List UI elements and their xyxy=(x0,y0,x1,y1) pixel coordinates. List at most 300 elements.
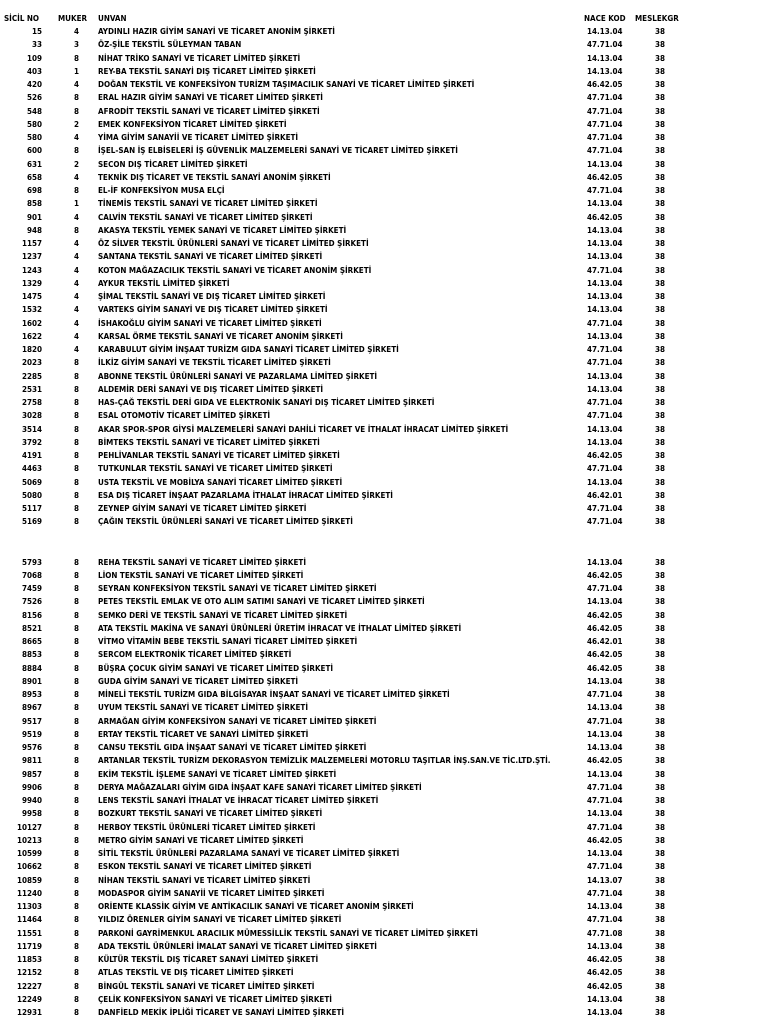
cell-unvan[interactable]: EKİM TEKSTİL İŞLEME SANAYİ VE TİCARET LİMİTED ŞİRKETİ xyxy=(98,769,337,779)
cell-nace-kod[interactable]: 46.42.05 xyxy=(587,955,623,964)
cell-muker[interactable]: 8 xyxy=(73,225,79,235)
cell-unvan[interactable]: VİTMO VİTAMİN BEBE TEKSTİL SANAYİ TİCARET LİMİTED ŞİRKETİ xyxy=(98,637,358,646)
cell-nace-kod[interactable]: 46.42.05 xyxy=(587,981,623,991)
table-row[interactable] xyxy=(0,715,768,728)
cell-nace-kod[interactable]: 14.13.04 xyxy=(587,703,623,713)
cell-nace-kod[interactable]: 46.42.05 xyxy=(587,756,623,766)
cell-meslekgr[interactable]: 38 xyxy=(654,557,665,567)
cell-meslekgr[interactable]: 38 xyxy=(654,305,665,315)
cell-meslekgr[interactable]: 38 xyxy=(654,27,665,36)
table-row[interactable] xyxy=(0,449,768,462)
table-row[interactable] xyxy=(0,821,768,834)
cell-meslekgr[interactable]: 38 xyxy=(654,981,665,991)
cell-muker[interactable]: 8 xyxy=(73,729,79,739)
cell-meslekgr[interactable]: 38 xyxy=(654,849,665,858)
cell-sicil-no[interactable]: 11719 xyxy=(16,941,42,951)
cell-sicil-no[interactable]: 1243 xyxy=(21,265,42,275)
cell-muker[interactable]: 8 xyxy=(73,743,79,752)
cell-unvan[interactable]: DERYA MAĞAZALARI GİYİM GIDA İNŞAAT KAFE SANAYİ TİCARET LİMİTED ŞİRKETİ xyxy=(98,782,422,792)
cell-muker[interactable]: 4 xyxy=(73,80,79,89)
cell-meslekgr[interactable]: 38 xyxy=(654,796,665,805)
cell-nace-kod[interactable]: 14.13.04 xyxy=(587,743,623,752)
cell-unvan[interactable]: AFRODİT TEKSTİL SANAYİ VE TİCARET LİMİTED ŞİRKETİ xyxy=(98,106,320,116)
cell-nace-kod[interactable]: 14.13.04 xyxy=(587,769,623,779)
cell-unvan[interactable]: VARTEKS GİYİM SANAYİ VE DIŞ TİCARET LİMİTED ŞİRKETİ xyxy=(98,305,328,315)
cell-sicil-no[interactable]: 1532 xyxy=(21,305,42,315)
cell-muker[interactable]: 8 xyxy=(73,464,79,474)
cell-sicil-no[interactable]: 9857 xyxy=(21,769,42,779)
cell-meslekgr[interactable]: 38 xyxy=(654,199,665,209)
cell-meslekgr[interactable]: 38 xyxy=(654,464,665,474)
table-row[interactable] xyxy=(0,356,768,369)
cell-nace-kod[interactable]: 14.13.04 xyxy=(587,199,623,209)
cell-sicil-no[interactable]: 1820 xyxy=(21,345,42,354)
cell-sicil-no[interactable]: 11303 xyxy=(16,902,42,911)
cell-nace-kod[interactable]: 14.13.04 xyxy=(587,27,623,36)
table-row[interactable] xyxy=(0,887,768,900)
cell-meslekgr[interactable]: 38 xyxy=(654,212,665,222)
table-row[interactable] xyxy=(0,489,768,502)
cell-unvan[interactable]: UYUM TEKSTİL SANAYİ VE TİCARET LİMİTED ŞİRKETİ xyxy=(98,703,309,713)
cell-sicil-no[interactable]: 698 xyxy=(26,186,42,195)
cell-nace-kod[interactable]: 14.13.04 xyxy=(587,384,623,394)
table-row[interactable] xyxy=(0,224,768,237)
cell-nace-kod[interactable]: 47.71.04 xyxy=(587,690,623,699)
cell-nace-kod[interactable]: 47.71.04 xyxy=(587,106,623,116)
cell-meslekgr[interactable]: 38 xyxy=(654,265,665,275)
cell-sicil-no[interactable]: 5117 xyxy=(21,504,42,513)
cell-meslekgr[interactable]: 38 xyxy=(654,623,665,633)
table-row[interactable] xyxy=(0,250,768,263)
table-row[interactable] xyxy=(0,688,768,701)
table-row[interactable] xyxy=(0,502,768,515)
cell-muker[interactable]: 4 xyxy=(73,345,79,354)
table-row[interactable] xyxy=(0,794,768,807)
cell-muker[interactable]: 8 xyxy=(73,570,79,580)
table-row[interactable] xyxy=(0,131,768,144)
cell-unvan[interactable]: BOZKURT TEKSTİL SANAYİ VE TİCARET LİMİTED ŞİRKETİ xyxy=(98,809,323,819)
cell-meslekgr[interactable]: 38 xyxy=(654,584,665,593)
table-row[interactable] xyxy=(0,675,768,688)
cell-unvan[interactable]: MODASPOR GİYİM SANAYİİ VE TİCARET LİMİTED ŞİRKETİ xyxy=(98,888,325,898)
cell-nace-kod[interactable]: 46.42.05 xyxy=(587,451,623,460)
cell-meslekgr[interactable]: 38 xyxy=(654,398,665,407)
table-row[interactable] xyxy=(0,78,768,91)
cell-unvan[interactable]: SERCOM ELEKTRONİK TİCARET LİMİTED ŞİRKETİ xyxy=(98,650,292,660)
cell-unvan[interactable]: ERTAY TEKSTİL TİCARET VE SANAYİ LİMİTED ŞİRKETİ xyxy=(98,729,309,739)
cell-muker[interactable]: 8 xyxy=(73,849,79,858)
cell-meslekgr[interactable]: 38 xyxy=(654,66,665,76)
cell-nace-kod[interactable]: 14.13.04 xyxy=(587,239,623,248)
cell-sicil-no[interactable]: 8901 xyxy=(21,676,42,686)
cell-muker[interactable]: 8 xyxy=(73,106,79,116)
cell-meslekgr[interactable]: 38 xyxy=(654,875,665,885)
cell-nace-kod[interactable]: 46.42.01 xyxy=(587,637,623,646)
cell-nace-kod[interactable]: 47.71.04 xyxy=(587,888,623,898)
cell-nace-kod[interactable]: 14.13.04 xyxy=(587,994,623,1004)
cell-muker[interactable]: 4 xyxy=(73,331,79,341)
table-row[interactable] xyxy=(0,874,768,887)
cell-nace-kod[interactable]: 14.13.04 xyxy=(587,902,623,911)
table-row[interactable] xyxy=(0,436,768,449)
cell-sicil-no[interactable]: 5069 xyxy=(21,477,42,487)
cell-nace-kod[interactable]: 47.71.04 xyxy=(587,716,623,726)
cell-muker[interactable]: 8 xyxy=(73,968,79,978)
cell-unvan[interactable]: ERAL HAZIR GİYİM SANAYİ VE TİCARET LİMİTED ŞİRKETİ xyxy=(98,93,323,103)
cell-muker[interactable]: 8 xyxy=(73,146,79,156)
cell-nace-kod[interactable]: 47.71.04 xyxy=(587,782,623,792)
cell-meslekgr[interactable]: 38 xyxy=(654,80,665,89)
cell-meslekgr[interactable]: 38 xyxy=(654,769,665,779)
cell-unvan[interactable]: TİNEMİS TEKSTİL SANAYİ VE TİCARET LİMİTED ŞİRKETİ xyxy=(98,199,318,209)
table-row[interactable] xyxy=(0,383,768,396)
cell-nace-kod[interactable]: 47.71.04 xyxy=(587,345,623,354)
cell-muker[interactable]: 4 xyxy=(73,212,79,222)
cell-muker[interactable]: 8 xyxy=(73,358,79,368)
table-row[interactable] xyxy=(0,980,768,993)
cell-sicil-no[interactable]: 15 xyxy=(31,27,42,36)
cell-unvan[interactable]: DANFİELD MEKİK İPLİĞİ TİCARET VE SANAYİ LİMİTED ŞİRKETİ xyxy=(98,1008,345,1017)
cell-muker[interactable]: 8 xyxy=(73,584,79,593)
cell-unvan[interactable]: ÖZ SİLVER TEKSTİL ÜRÜNLERİ SANAYİ VE TİCARET LİMİTED ŞİRKETİ xyxy=(98,239,369,248)
cell-nace-kod[interactable]: 14.13.04 xyxy=(587,676,623,686)
cell-sicil-no[interactable]: 580 xyxy=(26,119,42,129)
cell-sicil-no[interactable]: 7459 xyxy=(21,584,42,593)
cell-sicil-no[interactable]: 5793 xyxy=(21,557,42,567)
cell-sicil-no[interactable]: 548 xyxy=(26,106,42,116)
cell-sicil-no[interactable]: 8853 xyxy=(21,650,42,660)
cell-sicil-no[interactable]: 901 xyxy=(26,212,42,222)
cell-sicil-no[interactable]: 33 xyxy=(31,40,42,50)
cell-muker[interactable]: 8 xyxy=(73,424,79,434)
table-row[interactable] xyxy=(0,396,768,409)
cell-nace-kod[interactable]: 14.13.04 xyxy=(587,305,623,315)
cell-nace-kod[interactable]: 14.13.04 xyxy=(587,729,623,739)
cell-unvan[interactable]: AKAR SPOR-SPOR GİYSİ MALZEMELERİ SANAYİ DAHİLİ TİCARET VE İTHALAT İHRACAT LİMİTED ŞİRKETİ xyxy=(98,424,509,434)
header-meslekgr[interactable]: MESLEKGR xyxy=(635,14,679,23)
cell-muker[interactable]: 8 xyxy=(73,796,79,805)
cell-sicil-no[interactable]: 9811 xyxy=(21,756,42,766)
cell-meslekgr[interactable]: 38 xyxy=(654,252,665,262)
cell-nace-kod[interactable]: 47.71.08 xyxy=(587,928,623,938)
cell-sicil-no[interactable]: 2023 xyxy=(21,358,42,368)
cell-meslekgr[interactable]: 38 xyxy=(654,451,665,460)
cell-sicil-no[interactable]: 2531 xyxy=(21,384,42,394)
cell-meslekgr[interactable]: 38 xyxy=(654,106,665,116)
cell-meslekgr[interactable]: 38 xyxy=(654,756,665,766)
cell-unvan[interactable]: ATA TEKSTİL MAKİNA VE SANAYİ ÜRÜNLERİ ÜRETİM İHRACAT VE İTHALAT LİMİTED ŞİRKETİ xyxy=(98,623,462,633)
cell-meslekgr[interactable]: 38 xyxy=(654,53,665,63)
table-row[interactable] xyxy=(0,635,768,648)
cell-sicil-no[interactable]: 7526 xyxy=(21,597,42,607)
cell-nace-kod[interactable]: 46.42.05 xyxy=(587,570,623,580)
cell-muker[interactable]: 8 xyxy=(73,981,79,991)
cell-sicil-no[interactable]: 10213 xyxy=(16,835,42,845)
cell-sicil-no[interactable]: 858 xyxy=(26,199,42,209)
cell-unvan[interactable]: TEKNİK DIŞ TİCARET VE TEKSTİL SANAYİ ANONİM ŞİRKETİ xyxy=(98,172,331,182)
cell-muker[interactable]: 4 xyxy=(73,172,79,182)
table-row[interactable] xyxy=(0,728,768,741)
cell-meslekgr[interactable]: 38 xyxy=(654,597,665,607)
cell-sicil-no[interactable]: 600 xyxy=(26,146,42,156)
cell-sicil-no[interactable]: 10859 xyxy=(16,875,42,885)
cell-muker[interactable]: 8 xyxy=(73,384,79,394)
cell-nace-kod[interactable]: 14.13.04 xyxy=(587,437,623,447)
cell-muker[interactable]: 8 xyxy=(73,955,79,964)
cell-muker[interactable]: 8 xyxy=(73,53,79,63)
cell-unvan[interactable]: AKASYA TEKSTİL YEMEK SANAYİ VE TİCARET LİMİTED ŞİRKETİ xyxy=(98,225,347,235)
cell-unvan[interactable]: KARSAL ÖRME TEKSTİL SANAYİ VE TİCARET ANONİM ŞİRKETİ xyxy=(98,331,343,341)
cell-sicil-no[interactable]: 3792 xyxy=(21,437,42,447)
cell-muker[interactable]: 3 xyxy=(73,40,79,50)
cell-unvan[interactable]: PETES TEKSTİL EMLAK VE OTO ALIM SATIMI SANAYİ VE TİCARET LİMİTED ŞİRKETİ xyxy=(98,597,425,607)
cell-meslekgr[interactable]: 38 xyxy=(654,703,665,713)
table-row[interactable] xyxy=(0,476,768,489)
cell-muker[interactable]: 8 xyxy=(73,623,79,633)
table-row[interactable] xyxy=(0,91,768,104)
cell-sicil-no[interactable]: 11464 xyxy=(16,915,42,925)
cell-muker[interactable]: 8 xyxy=(73,398,79,407)
cell-unvan[interactable]: İLKİZ GİYİM SANAYİ VE TEKSTİL TİCARET LİMİTED ŞİRKETİ xyxy=(98,358,331,368)
cell-meslekgr[interactable]: 38 xyxy=(654,902,665,911)
cell-meslekgr[interactable]: 38 xyxy=(654,490,665,500)
cell-muker[interactable]: 8 xyxy=(73,676,79,686)
cell-sicil-no[interactable]: 1602 xyxy=(21,318,42,328)
cell-unvan[interactable]: NİHAT TRİKO SANAYİ VE TİCARET LİMİTED ŞİRKETİ xyxy=(98,53,301,63)
table-row[interactable] xyxy=(0,622,768,635)
cell-meslekgr[interactable]: 38 xyxy=(654,637,665,646)
cell-unvan[interactable]: SANTANA TEKSTİL SANAYİ VE TİCARET LİMİTED ŞİRKETİ xyxy=(98,252,323,262)
cell-meslekgr[interactable]: 38 xyxy=(654,743,665,752)
cell-meslekgr[interactable]: 38 xyxy=(654,663,665,673)
cell-nace-kod[interactable]: 47.71.04 xyxy=(587,796,623,805)
cell-meslekgr[interactable]: 38 xyxy=(654,93,665,103)
table-row[interactable] xyxy=(0,940,768,953)
cell-meslekgr[interactable]: 38 xyxy=(654,424,665,434)
cell-nace-kod[interactable]: 46.42.05 xyxy=(587,172,623,182)
table-row[interactable] xyxy=(0,158,768,171)
cell-nace-kod[interactable]: 47.71.04 xyxy=(587,398,623,407)
cell-sicil-no[interactable]: 12227 xyxy=(16,981,42,991)
cell-nace-kod[interactable]: 47.71.04 xyxy=(587,464,623,474)
cell-nace-kod[interactable]: 46.42.05 xyxy=(587,80,623,89)
cell-muker[interactable]: 8 xyxy=(73,888,79,898)
cell-meslekgr[interactable]: 38 xyxy=(654,437,665,447)
cell-meslekgr[interactable]: 38 xyxy=(654,278,665,288)
cell-meslekgr[interactable]: 38 xyxy=(654,40,665,50)
cell-sicil-no[interactable]: 631 xyxy=(26,159,42,169)
cell-muker[interactable]: 4 xyxy=(73,265,79,275)
cell-sicil-no[interactable]: 8884 xyxy=(21,663,42,673)
table-row[interactable] xyxy=(0,184,768,197)
cell-sicil-no[interactable]: 12249 xyxy=(16,994,42,1004)
cell-sicil-no[interactable]: 8665 xyxy=(21,637,42,646)
cell-meslekgr[interactable]: 38 xyxy=(654,690,665,699)
cell-nace-kod[interactable]: 14.13.04 xyxy=(587,809,623,819)
cell-nace-kod[interactable]: 14.13.04 xyxy=(587,292,623,301)
cell-sicil-no[interactable]: 9519 xyxy=(21,729,42,739)
cell-nace-kod[interactable]: 46.42.05 xyxy=(587,212,623,222)
table-row[interactable] xyxy=(0,953,768,966)
cell-sicil-no[interactable]: 420 xyxy=(26,80,42,89)
cell-meslekgr[interactable]: 38 xyxy=(654,955,665,964)
cell-nace-kod[interactable]: 46.42.01 xyxy=(587,490,623,500)
cell-unvan[interactable]: ARTANLAR TEKSTİL TURİZM DEKORASYON TEMİZLİK MALZEMELERİ MOTORLU TAŞITLAR İNŞ.SAN.VE TİC.LTD.ŞTİ. xyxy=(98,756,551,766)
header-sicil-no[interactable]: SİCİL NO xyxy=(4,14,40,23)
cell-muker[interactable]: 8 xyxy=(73,756,79,766)
cell-unvan[interactable]: ÖZ-ŞİLE TEKSTİL SÜLEYMAN TABAN xyxy=(98,40,242,50)
cell-muker[interactable]: 1 xyxy=(73,66,79,76)
cell-unvan[interactable]: REHA TEKSTİL SANAYİ VE TİCARET LİMİTED ŞİRKETİ xyxy=(98,557,306,567)
cell-muker[interactable]: 1 xyxy=(73,199,79,209)
cell-unvan[interactable]: HERBOY TEKSTİL ÜRÜNLERİ TİCARET LİMİTED ŞİRKETİ xyxy=(98,822,316,832)
cell-sicil-no[interactable]: 580 xyxy=(26,133,42,142)
cell-nace-kod[interactable]: 14.13.04 xyxy=(587,225,623,235)
cell-unvan[interactable]: EL-İF KONFEKSİYON MUSA ELÇİ xyxy=(98,186,225,195)
cell-sicil-no[interactable]: 9958 xyxy=(21,809,42,819)
cell-muker[interactable]: 8 xyxy=(73,703,79,713)
cell-nace-kod[interactable]: 46.42.05 xyxy=(587,623,623,633)
cell-muker[interactable]: 8 xyxy=(73,637,79,646)
cell-sicil-no[interactable]: 10599 xyxy=(16,849,42,858)
cell-unvan[interactable]: İŞEL-SAN İŞ ELBİSELERİ İŞ GÜVENLİK MALZEMELERİ SANAYİ VE TİCARET LİMİTED ŞİRKETİ xyxy=(98,146,458,156)
table-row[interactable] xyxy=(0,423,768,436)
cell-unvan[interactable]: REY-BA TEKSTİL SANAYİ DIŞ TİCARET LİMİTED ŞİRKETİ xyxy=(98,66,316,76)
cell-nace-kod[interactable]: 14.13.04 xyxy=(587,941,623,951)
cell-nace-kod[interactable]: 14.13.07 xyxy=(587,875,623,885)
cell-meslekgr[interactable]: 38 xyxy=(654,504,665,513)
cell-sicil-no[interactable]: 12152 xyxy=(16,968,42,978)
cell-unvan[interactable]: KOTON MAĞAZACILIK TEKSTİL SANAYİ VE TİCARET ANONİM ŞİRKETİ xyxy=(98,265,372,275)
cell-unvan[interactable]: CALVİN TEKSTİL SANAYİ VE TİCARET LİMİTED ŞİRKETİ xyxy=(98,212,313,222)
header-unvan[interactable]: UNVAN xyxy=(98,14,127,23)
table-row[interactable] xyxy=(0,277,768,290)
cell-meslekgr[interactable]: 38 xyxy=(654,384,665,394)
cell-meslekgr[interactable]: 38 xyxy=(654,835,665,845)
cell-meslekgr[interactable]: 38 xyxy=(654,331,665,341)
table-row[interactable] xyxy=(0,569,768,582)
table-row[interactable] xyxy=(0,118,768,131)
table-row[interactable] xyxy=(0,264,768,277)
table-row[interactable] xyxy=(0,847,768,860)
cell-nace-kod[interactable]: 14.13.04 xyxy=(587,424,623,434)
cell-unvan[interactable]: ÇAĞIN TEKSTİL ÜRÜNLERİ SANAYİ VE TİCARET LİMİTED ŞİRKETİ xyxy=(98,517,353,527)
cell-sicil-no[interactable]: 9940 xyxy=(21,796,42,805)
cell-unvan[interactable]: AYKUR TEKSTİL LİMİTED ŞİRKETİ xyxy=(98,278,230,288)
cell-sicil-no[interactable]: 2285 xyxy=(21,371,42,381)
cell-meslekgr[interactable]: 38 xyxy=(654,239,665,248)
cell-unvan[interactable]: ESA DIŞ TİCARET İNŞAAT PAZARLAMA İTHALAT İHRACAT LİMİTED ŞİRKETİ xyxy=(98,490,393,500)
cell-muker[interactable]: 8 xyxy=(73,994,79,1004)
cell-unvan[interactable]: ŞİMAL TEKSTİL SANAYİ VE DIŞ TİCARET LİMİTED ŞİRKETİ xyxy=(98,292,326,301)
header-muker[interactable]: MUKER xyxy=(58,14,88,23)
cell-nace-kod[interactable]: 47.71.04 xyxy=(587,504,623,513)
cell-unvan[interactable]: SEYRAN KONFEKSİYON TEKSTİL SANAYİ VE TİCARET LİMİTED ŞİRKETİ xyxy=(98,584,377,593)
cell-muker[interactable]: 4 xyxy=(73,252,79,262)
table-row[interactable] xyxy=(0,595,768,608)
cell-muker[interactable]: 8 xyxy=(73,517,79,527)
cell-meslekgr[interactable]: 38 xyxy=(654,345,665,354)
cell-meslekgr[interactable]: 38 xyxy=(654,172,665,182)
cell-muker[interactable]: 8 xyxy=(73,451,79,460)
cell-unvan[interactable]: METRO GİYİM SANAYİ VE TİCARET LİMİTED ŞİRKETİ xyxy=(98,835,304,845)
cell-meslekgr[interactable]: 38 xyxy=(654,862,665,872)
table-row[interactable] xyxy=(0,370,768,383)
cell-muker[interactable]: 8 xyxy=(73,915,79,925)
table-row[interactable] xyxy=(0,462,768,475)
table-row[interactable] xyxy=(0,807,768,820)
cell-sicil-no[interactable]: 9576 xyxy=(21,743,42,752)
cell-nace-kod[interactable]: 47.71.04 xyxy=(587,265,623,275)
cell-nace-kod[interactable]: 47.71.04 xyxy=(587,862,623,872)
cell-muker[interactable]: 8 xyxy=(73,557,79,567)
cell-unvan[interactable]: BİMTEKS TEKSTİL SANAYİ VE TİCARET LİMİTED ŞİRKETİ xyxy=(98,437,320,447)
cell-meslekgr[interactable]: 38 xyxy=(654,133,665,142)
cell-muker[interactable]: 8 xyxy=(73,650,79,660)
cell-muker[interactable]: 8 xyxy=(73,663,79,673)
cell-muker[interactable]: 4 xyxy=(73,278,79,288)
cell-nace-kod[interactable]: 47.71.04 xyxy=(587,915,623,925)
cell-sicil-no[interactable]: 109 xyxy=(26,53,42,63)
cell-nace-kod[interactable]: 46.42.05 xyxy=(587,835,623,845)
cell-meslekgr[interactable]: 38 xyxy=(654,371,665,381)
cell-meslekgr[interactable]: 38 xyxy=(654,318,665,328)
cell-unvan[interactable]: MİNELİ TEKSTİL TURİZM GIDA BİLGİSAYAR İNŞAAT SANAYİ VE TİCARET LİMİTED ŞİRKETİ xyxy=(98,690,450,699)
cell-nace-kod[interactable]: 14.13.04 xyxy=(587,557,623,567)
cell-meslekgr[interactable]: 38 xyxy=(654,292,665,301)
cell-meslekgr[interactable]: 38 xyxy=(654,915,665,925)
cell-nace-kod[interactable]: 46.42.05 xyxy=(587,968,623,978)
cell-unvan[interactable]: ATLAS TEKSTİL VE DIŞ TİCARET LİMİTED ŞİRKETİ xyxy=(98,968,294,978)
table-row[interactable] xyxy=(0,927,768,940)
cell-meslekgr[interactable]: 38 xyxy=(654,809,665,819)
header-nace-kod[interactable]: NACE KOD xyxy=(584,14,626,23)
cell-meslekgr[interactable]: 38 xyxy=(654,888,665,898)
table-row[interactable] xyxy=(0,144,768,157)
cell-nace-kod[interactable]: 14.13.04 xyxy=(587,597,623,607)
cell-nace-kod[interactable]: 46.42.05 xyxy=(587,650,623,660)
cell-muker[interactable]: 8 xyxy=(73,902,79,911)
cell-nace-kod[interactable]: 14.13.04 xyxy=(587,278,623,288)
cell-unvan[interactable]: GUDA GİYİM SANAYİ VE TİCARET LİMİTED ŞİRKETİ xyxy=(98,676,299,686)
cell-muker[interactable]: 8 xyxy=(73,862,79,872)
table-row[interactable] xyxy=(0,701,768,714)
cell-nace-kod[interactable]: 47.71.04 xyxy=(587,411,623,421)
cell-nace-kod[interactable]: 14.13.04 xyxy=(587,53,623,63)
cell-sicil-no[interactable]: 5080 xyxy=(21,490,42,500)
cell-muker[interactable]: 8 xyxy=(73,822,79,832)
cell-unvan[interactable]: PEHLİVANLAR TEKSTİL SANAYİ VE TİCARET LİMİTED ŞİRKETİ xyxy=(98,451,340,460)
table-row[interactable] xyxy=(0,105,768,118)
cell-unvan[interactable]: USTA TEKSTİL VE MOBİLYA SANAYİ TİCARET LİMİTED ŞİRKETİ xyxy=(98,477,343,487)
cell-sicil-no[interactable]: 11551 xyxy=(16,928,42,938)
table-row[interactable] xyxy=(0,662,768,675)
cell-sicil-no[interactable]: 9517 xyxy=(21,716,42,726)
cell-muker[interactable]: 4 xyxy=(73,318,79,328)
cell-muker[interactable]: 4 xyxy=(73,305,79,315)
cell-meslekgr[interactable]: 38 xyxy=(654,928,665,938)
cell-sicil-no[interactable]: 658 xyxy=(26,172,42,182)
table-row[interactable] xyxy=(0,556,768,569)
cell-meslekgr[interactable]: 38 xyxy=(654,119,665,129)
cell-sicil-no[interactable]: 403 xyxy=(26,66,42,76)
cell-unvan[interactable]: ESAL OTOMOTİV TİCARET LİMİTED ŞİRKETİ xyxy=(98,411,271,421)
cell-muker[interactable]: 8 xyxy=(73,371,79,381)
cell-sicil-no[interactable]: 10127 xyxy=(16,822,42,832)
cell-muker[interactable]: 8 xyxy=(73,504,79,513)
cell-unvan[interactable]: YILDIZ ÖRENLER GİYİM SANAYİ VE TİCARET LİMİTED ŞİRKETİ xyxy=(98,915,342,925)
cell-nace-kod[interactable]: 47.71.04 xyxy=(587,318,623,328)
